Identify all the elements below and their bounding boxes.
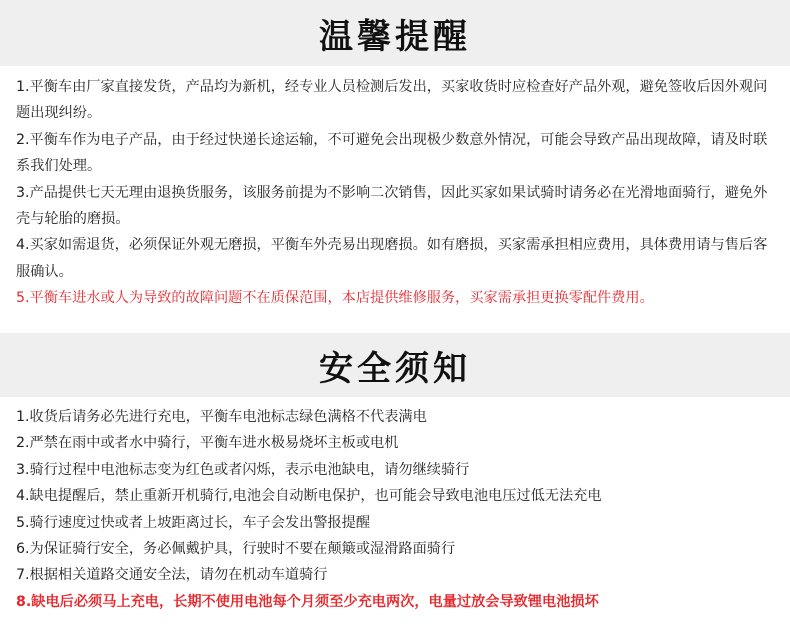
safety-item: 6.为保证骑行安全，务必佩戴护具，行驶时不要在颠簸或湿滑路面骑行 — [16, 540, 456, 557]
safety-item: 3.骑行过程中电池标志变为红色或者闪烁，表示电池缺电，请勿继续骑行 — [16, 461, 470, 478]
safety-item: 5.骑行速度过快或者上坡距离过长，车子会发出警报提醒 — [16, 514, 371, 531]
safety-title: 安全须知 — [319, 348, 471, 389]
reminder-item: 3.产品提供七天无理由退换货服务，该服务前提为不影响二次销售，因此买家如果试骑时请务必在光滑地面骑行，避免外壳与轮胎的磨损。 — [16, 184, 768, 228]
reminder-item: 4.买家如需退货，必须保证外观无磨损，平衡车外壳易出现磨损。如有磨损，买家需承担相应费用，具体费用请与售后客 服确认。 — [16, 237, 768, 280]
reminder-banner — [0, 0, 790, 66]
reminder-item-warning: 5.平衡车进水或人为导致的故障问题不在质保范围，本店提供维修服务，买家需承担更换零配件费用。 — [16, 290, 654, 307]
reminder-list — [16, 74, 776, 312]
safety-banner — [0, 333, 790, 397]
safety-item: 7.根据相关道路交通安全法，请勿在机动车道骑行 — [16, 567, 328, 584]
safety-list — [16, 404, 776, 615]
safety-item-warning: 8.缺电后必须马上充电，长期不使用电池每个月须至少充电两次，电量过放会导致锂电池损坏 — [16, 593, 599, 610]
reminder-item: 2.平衡车作为电子产品，由于经过快递长途运输，不可避免会出现极少数意外情况，可能会导致产品出现故障，请及时联系我们处理。 — [16, 131, 768, 175]
reminder-title: 温馨提醒 — [319, 16, 471, 57]
reminder-item: 1.平衡车由厂家直接发货，产品均为新机，经专业人员检测后发出，买家收货时应检查好产品外观，避免签收后因外观问题出现纠纷。 — [16, 79, 768, 122]
safety-item: 1.收货后请务必先进行充电，平衡车电池标志绿色满格不代表满电 — [16, 409, 427, 425]
safety-item: 2.严禁在雨中或者水中骑行，平衡车进水极易烧坏主板或电机 — [16, 435, 399, 452]
safety-item: 4.缺电提醒后，禁止重新开机骑行,电池会自动断电保护，也可能会导致电池电压过低无法充电 — [16, 488, 602, 505]
